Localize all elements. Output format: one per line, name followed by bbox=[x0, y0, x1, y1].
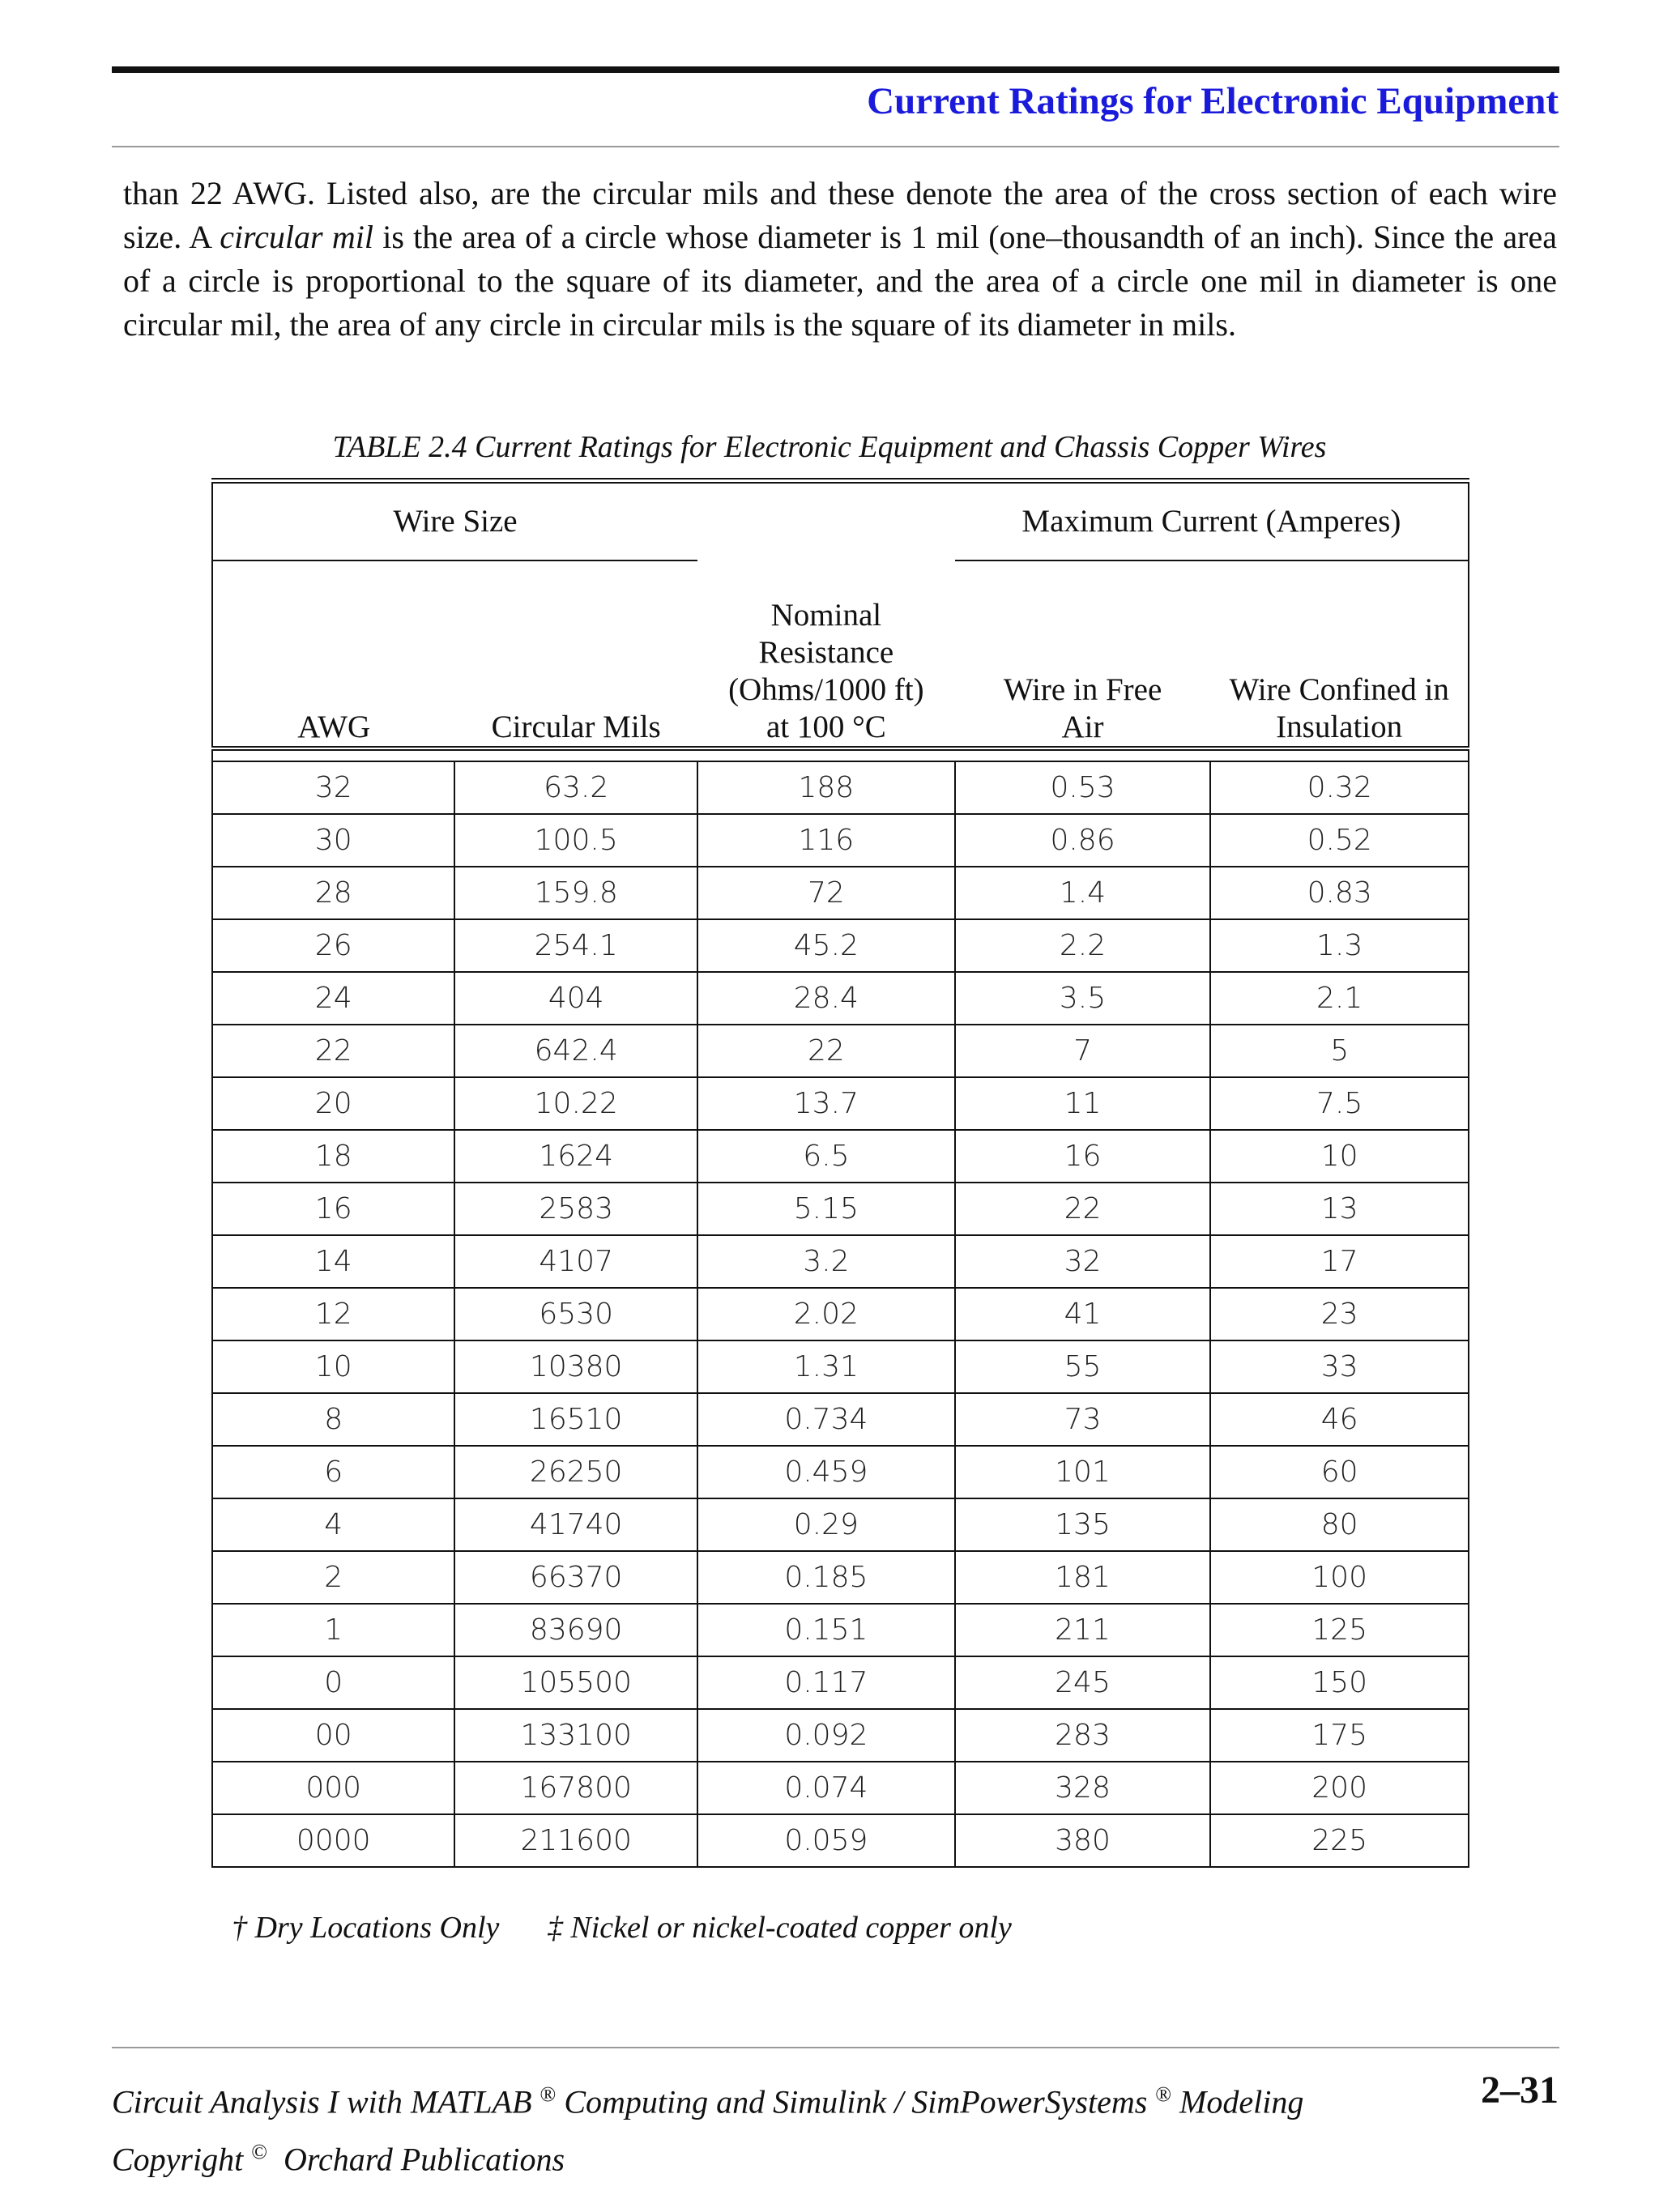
cell-circular-mils: 167800 bbox=[454, 1762, 697, 1814]
cell-awg: 8 bbox=[212, 1393, 454, 1446]
footer-divider bbox=[112, 2047, 1559, 2048]
table-row bbox=[212, 972, 1469, 1025]
cell-awg: 4 bbox=[212, 1498, 454, 1551]
table-caption: TABLE 2.4 Current Ratings for Electronic Equipment and Chassis Copper Wires bbox=[332, 430, 1327, 464]
paragraph-text-start: than 22 AWG. Listed also, are the circular mils and these denote the area of the cross section of each wire size. A bbox=[123, 175, 1557, 255]
header-rule bbox=[112, 66, 1559, 73]
table-row bbox=[212, 1814, 1469, 1867]
footer-book-title bbox=[112, 2069, 1303, 2127]
cell-resistance: 28.4 bbox=[697, 972, 955, 1025]
cell-resistance: 0.459 bbox=[697, 1446, 955, 1498]
cell-circular-mils: 16510 bbox=[454, 1393, 697, 1446]
cell-awg: 0000 bbox=[212, 1814, 454, 1867]
table-row bbox=[212, 919, 1469, 972]
cell-resistance: 0.29 bbox=[697, 1498, 955, 1551]
table-row bbox=[212, 1656, 1469, 1709]
cell-circular-mils: 105500 bbox=[454, 1656, 697, 1709]
cell-resistance: 0.092 bbox=[697, 1709, 955, 1762]
cell-resistance: 72 bbox=[697, 867, 955, 919]
cell-resistance: 0.151 bbox=[697, 1604, 955, 1656]
header-divider bbox=[112, 146, 1559, 147]
cell-resistance: 0.074 bbox=[697, 1762, 955, 1814]
cell-free-air: 245 bbox=[955, 1656, 1211, 1709]
cell-awg: 0 bbox=[212, 1656, 454, 1709]
cell-circular-mils: 404 bbox=[454, 972, 697, 1025]
page-number: 2–31 bbox=[1481, 2069, 1559, 2112]
table-row bbox=[212, 1762, 1469, 1814]
table-row bbox=[212, 1340, 1469, 1393]
col-header-resistance: Nominal Resistance (Ohms/1000 ft) at 100 °C bbox=[697, 560, 955, 748]
cell-awg: 000 bbox=[212, 1762, 454, 1814]
cell-confined: 0.52 bbox=[1210, 814, 1469, 867]
cell-awg: 1 bbox=[212, 1604, 454, 1656]
cell-resistance: 45.2 bbox=[697, 919, 955, 972]
cell-resistance: 0.734 bbox=[697, 1393, 955, 1446]
cell-awg: 18 bbox=[212, 1130, 454, 1183]
cell-circular-mils: 211600 bbox=[454, 1814, 697, 1867]
col-header-confined: Wire Confined in Insulation bbox=[1210, 560, 1469, 748]
cell-circular-mils: 4107 bbox=[454, 1235, 697, 1288]
cell-circular-mils: 6530 bbox=[454, 1288, 697, 1340]
cell-free-air: 22 bbox=[955, 1183, 1211, 1235]
cell-confined: 46 bbox=[1210, 1393, 1469, 1446]
table-row bbox=[212, 1183, 1469, 1235]
group-header-wire-size: Wire Size bbox=[212, 481, 697, 561]
cell-confined: 33 bbox=[1210, 1340, 1469, 1393]
footnote-nickel: ‡ Nickel or nickel-coated copper only bbox=[547, 1911, 1012, 1945]
table-row bbox=[212, 1077, 1469, 1130]
term-circular-mil: circular mil bbox=[220, 219, 373, 255]
cell-free-air: 16 bbox=[955, 1130, 1211, 1183]
cell-awg: 14 bbox=[212, 1235, 454, 1288]
cell-resistance: 6.5 bbox=[697, 1130, 955, 1183]
cell-resistance: 0.185 bbox=[697, 1551, 955, 1604]
cell-confined: 13 bbox=[1210, 1183, 1469, 1235]
paragraph-text-rest: is the area of a circle whose diameter is 1 mil (one–thousandth of an inch). Since the area of a circle is proportional to the square of its diameter, and the area of a circle one mil in diameter is one circular mil, the area of any circle in circular mils is the square of its diameter in mils. bbox=[123, 219, 1557, 343]
cell-confined: 17 bbox=[1210, 1235, 1469, 1288]
header-gap bbox=[212, 748, 1469, 761]
table-row bbox=[212, 1130, 1469, 1183]
cell-awg: 26 bbox=[212, 919, 454, 972]
cell-confined: 5 bbox=[1210, 1025, 1469, 1077]
cell-circular-mils: 642.4 bbox=[454, 1025, 697, 1077]
group-header-blank bbox=[697, 481, 955, 561]
copyright-label: Copyright bbox=[112, 2141, 244, 2178]
cell-free-air: 41 bbox=[955, 1288, 1211, 1340]
wire-ratings-table bbox=[211, 478, 1469, 1868]
table-row bbox=[212, 867, 1469, 919]
cell-confined: 1.3 bbox=[1210, 919, 1469, 972]
cell-confined: 125 bbox=[1210, 1604, 1469, 1656]
cell-resistance: 3.2 bbox=[697, 1235, 955, 1288]
registered-mark-1: ® bbox=[539, 2082, 557, 2106]
cell-awg: 22 bbox=[212, 1025, 454, 1077]
col-header-circular-mils: Circular Mils bbox=[454, 560, 697, 748]
cell-awg: 10 bbox=[212, 1340, 454, 1393]
cell-free-air: 135 bbox=[955, 1498, 1211, 1551]
cell-free-air: 11 bbox=[955, 1077, 1211, 1130]
cell-confined: 175 bbox=[1210, 1709, 1469, 1762]
table-row bbox=[212, 761, 1469, 814]
table-row bbox=[212, 1235, 1469, 1288]
cell-resistance: 2.02 bbox=[697, 1288, 955, 1340]
cell-resistance: 0.059 bbox=[697, 1814, 955, 1867]
cell-free-air: 181 bbox=[955, 1551, 1211, 1604]
cell-circular-mils: 2583 bbox=[454, 1183, 697, 1235]
footer-copyright bbox=[112, 2127, 1303, 2184]
table-row bbox=[212, 1393, 1469, 1446]
table-row bbox=[212, 1551, 1469, 1604]
registered-mark-2: ® bbox=[1155, 2082, 1172, 2106]
table-footnotes bbox=[232, 1910, 1052, 1946]
cell-resistance: 188 bbox=[697, 761, 955, 814]
cell-confined: 10 bbox=[1210, 1130, 1469, 1183]
table-row bbox=[212, 1446, 1469, 1498]
cell-awg: 6 bbox=[212, 1446, 454, 1498]
footnote-dry-locations: † Dry Locations Only bbox=[232, 1911, 500, 1945]
cell-confined: 0.32 bbox=[1210, 761, 1469, 814]
cell-confined: 2.1 bbox=[1210, 972, 1469, 1025]
running-header-title: Current Ratings for Electronic Equipment bbox=[867, 80, 1559, 122]
cell-free-air: 2.2 bbox=[955, 919, 1211, 972]
table-body bbox=[212, 748, 1469, 1867]
cell-free-air: 0.53 bbox=[955, 761, 1211, 814]
cell-free-air: 283 bbox=[955, 1709, 1211, 1762]
table-row bbox=[212, 1288, 1469, 1340]
cell-free-air: 55 bbox=[955, 1340, 1211, 1393]
cell-free-air: 1.4 bbox=[955, 867, 1211, 919]
cell-circular-mils: 159.8 bbox=[454, 867, 697, 919]
cell-confined: 150 bbox=[1210, 1656, 1469, 1709]
cell-awg: 28 bbox=[212, 867, 454, 919]
cell-circular-mils: 41740 bbox=[454, 1498, 697, 1551]
book-title-part2: Computing and Simulink / SimPowerSystems bbox=[556, 2083, 1148, 2120]
cell-free-air: 7 bbox=[955, 1025, 1211, 1077]
cell-awg: 16 bbox=[212, 1183, 454, 1235]
cell-confined: 80 bbox=[1210, 1498, 1469, 1551]
cell-circular-mils: 26250 bbox=[454, 1446, 697, 1498]
cell-awg: 00 bbox=[212, 1709, 454, 1762]
cell-circular-mils: 10.22 bbox=[454, 1077, 697, 1130]
table-row bbox=[212, 1709, 1469, 1762]
cell-resistance: 116 bbox=[697, 814, 955, 867]
cell-awg: 32 bbox=[212, 761, 454, 814]
table-row bbox=[212, 1604, 1469, 1656]
cell-resistance: 0.117 bbox=[697, 1656, 955, 1709]
group-header-max-current: Maximum Current (Amperes) bbox=[955, 481, 1469, 561]
body-paragraph bbox=[123, 172, 1557, 347]
cell-resistance: 13.7 bbox=[697, 1077, 955, 1130]
cell-free-air: 32 bbox=[955, 1235, 1211, 1288]
col-header-free-air: Wire in Free Air bbox=[955, 560, 1211, 748]
cell-free-air: 73 bbox=[955, 1393, 1211, 1446]
cell-awg: 24 bbox=[212, 972, 454, 1025]
book-title-part3: Modeling bbox=[1171, 2083, 1304, 2120]
cell-circular-mils: 1624 bbox=[454, 1130, 697, 1183]
cell-free-air: 3.5 bbox=[955, 972, 1211, 1025]
table-row bbox=[212, 1498, 1469, 1551]
cell-confined: 60 bbox=[1210, 1446, 1469, 1498]
cell-confined: 23 bbox=[1210, 1288, 1469, 1340]
cell-confined: 225 bbox=[1210, 1814, 1469, 1867]
col-header-awg: AWG bbox=[212, 560, 454, 748]
cell-confined: 200 bbox=[1210, 1762, 1469, 1814]
cell-resistance: 5.15 bbox=[697, 1183, 955, 1235]
cell-free-air: 0.86 bbox=[955, 814, 1211, 867]
cell-resistance: 22 bbox=[697, 1025, 955, 1077]
cell-circular-mils: 63.2 bbox=[454, 761, 697, 814]
cell-circular-mils: 83690 bbox=[454, 1604, 697, 1656]
cell-confined: 100 bbox=[1210, 1551, 1469, 1604]
cell-awg: 12 bbox=[212, 1288, 454, 1340]
cell-circular-mils: 254.1 bbox=[454, 919, 697, 972]
copyright-symbol: © bbox=[251, 2140, 267, 2164]
cell-circular-mils: 10380 bbox=[454, 1340, 697, 1393]
cell-awg: 2 bbox=[212, 1551, 454, 1604]
cell-free-air: 211 bbox=[955, 1604, 1211, 1656]
book-title-part1: Circuit Analysis I with MATLAB bbox=[112, 2083, 532, 2120]
publisher-name: Orchard Publications bbox=[267, 2141, 565, 2178]
cell-confined: 0.83 bbox=[1210, 867, 1469, 919]
footer-book-info bbox=[112, 2069, 1303, 2185]
cell-confined: 7.5 bbox=[1210, 1077, 1469, 1130]
cell-circular-mils: 100.5 bbox=[454, 814, 697, 867]
cell-awg: 20 bbox=[212, 1077, 454, 1130]
table-row bbox=[212, 814, 1469, 867]
cell-free-air: 328 bbox=[955, 1762, 1211, 1814]
cell-free-air: 101 bbox=[955, 1446, 1211, 1498]
cell-resistance: 1.31 bbox=[697, 1340, 955, 1393]
cell-circular-mils: 133100 bbox=[454, 1709, 697, 1762]
cell-circular-mils: 66370 bbox=[454, 1551, 697, 1604]
table-row bbox=[212, 1025, 1469, 1077]
cell-awg: 30 bbox=[212, 814, 454, 867]
cell-free-air: 380 bbox=[955, 1814, 1211, 1867]
